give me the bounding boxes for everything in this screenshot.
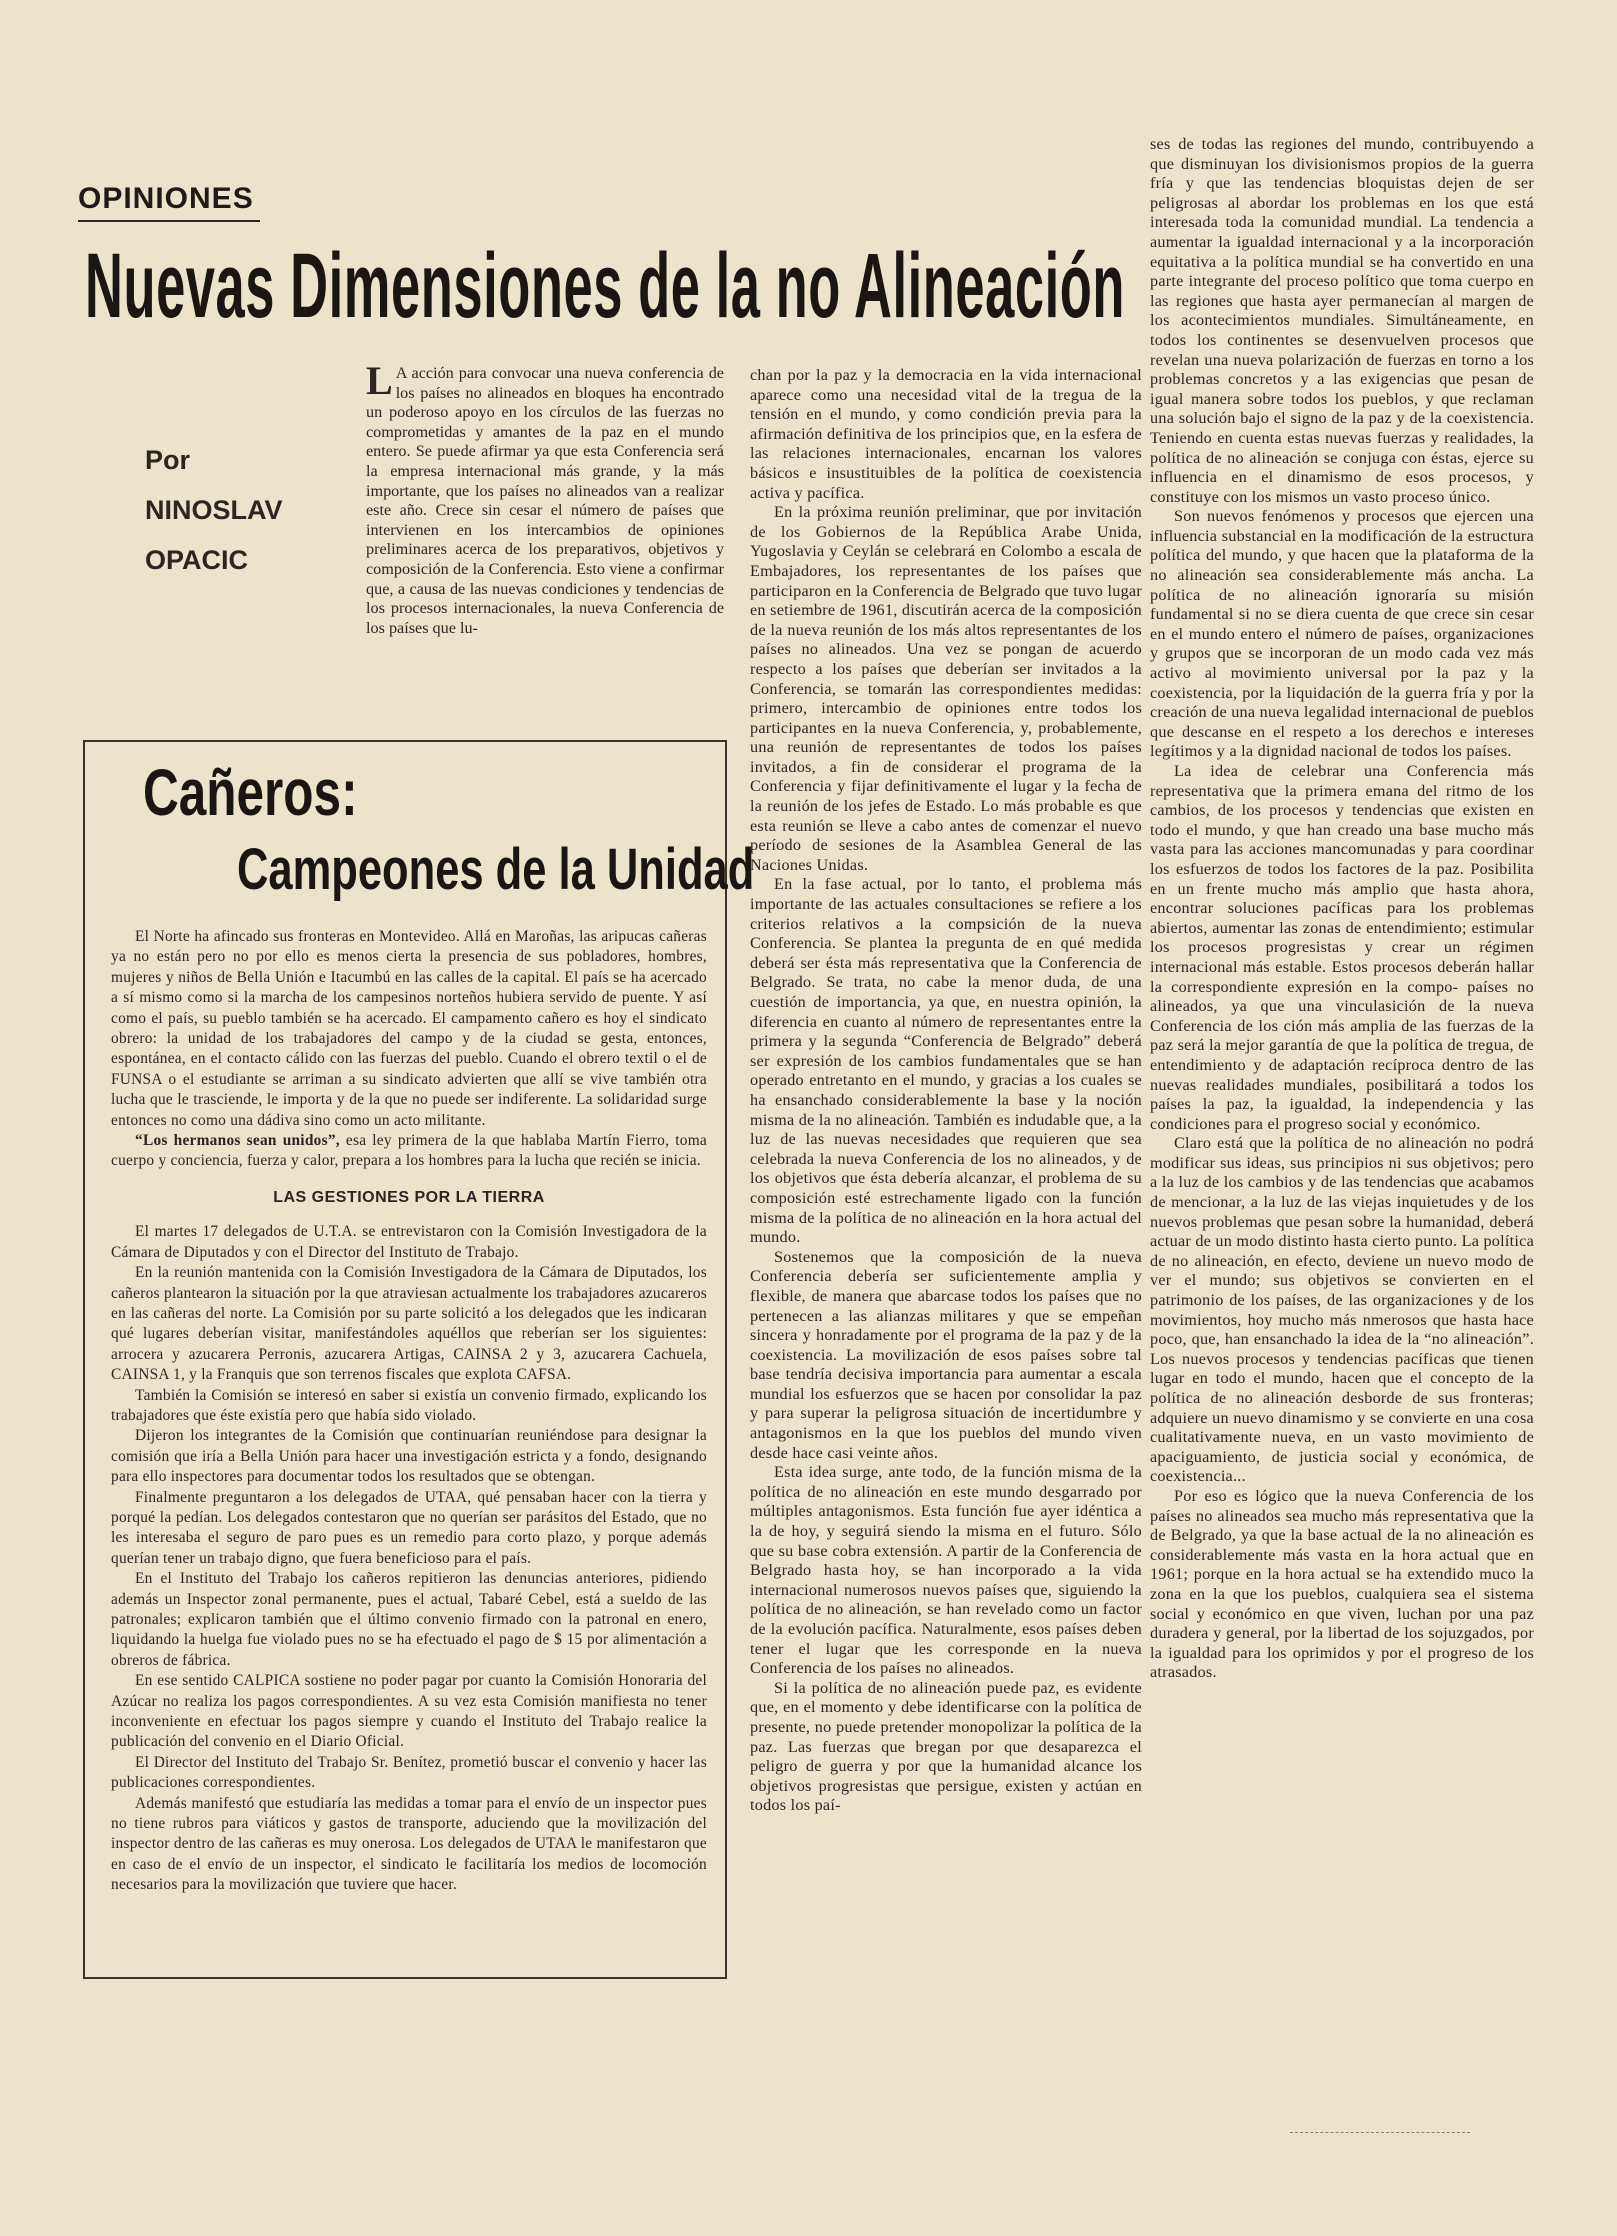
paragraph: En ese sentido CALPICA sostiene no poder pagar por cuanto la Comisión Honoraria del Azúcar no realiza los pagos correspondientes. A su vez esta Comisión manifiesta no tener inconveniente en efectuar los pagos siempre y cuando el Instituto del Trabajo realice la publicación del convenio en el Diario Oficial. — [111, 1672, 707, 1751]
box-subheading: LAS GESTIONES POR LA TIERRA — [273, 1188, 545, 1206]
paragraph: El martes 17 delegados de U.T.A. se entrevistaron con la Comisión Investigadora de la Cámara de Diputados y con el Director del Instituto de Trabajo. — [111, 1223, 707, 1261]
sidebar-article-box — [83, 740, 755, 1979]
article-column-right — [1150, 135, 1534, 2150]
drop-cap: L — [366, 358, 393, 403]
paragraph-text: esa ley primera de la que hablaba Martín Fierro, toma cuerpo y conciencia, fuerza y calor, prepara a los hombres para la lucha que recién se inicia. — [111, 1132, 707, 1170]
paragraph: En la próxima reunión preliminar, que por invitación de los Gobiernos de la República Arabe Unida, Yugoslavia y Ceylán se celebrará en Colombo a escala de Embajadores, los representantes de los países que participaron en la Conferencia de Belgrado que tuvo lugar en setiembre de 1961, discutirán acerca de la composición de la nueva reunión de los más altos representantes de los países no alineados. Una vez se pongan de acuerdo respecto a los países que deberían ser invitados a la Conferencia, se tomarán las correspondientes medidas: primero, intercambio de opiniones entre todos los participantes en la nueva Conferencia, y, probablemente, una reunión de representantes de todos los países invitados, a fin de considerar el programa de la Conferencia y fijar definitivamente el lugar y la fecha de la reunión de los jefes de Estado. Lo más probable es que esta reunión se lleve a cabo antes de comenzar el nuevo período de sesiones de la Asamblea General de las Naciones Unidas. — [750, 503, 1142, 874]
paragraph: Además manifestó que estudiaría las medidas a tomar para el envío de un inspector pues no tiene rubros para viáticos y gastos de transporte, aduciendo que la movilización del inspector dentro de las cañeras es muy onerosa. Los delegados de UTAA le manifestaron que en caso de el envío de un inspector, el sindicato le facilitaría los medios de locomoción necesarios para la movilización que tuviere que hacer. — [111, 1794, 707, 1894]
byline — [145, 435, 283, 585]
paragraph: Por eso es lógico que la nueva Conferencia de los países no alineados sea mucho más representativa que la de Belgrado, ya que la base actual de la no alineación es considerablemente más vasta en la hora actual que en 1961; porque en la hora actual se ha extendido muco la zona en la que los pueblos, cualquiera sea el sistema social y económico en que viven, luchan por una paz duradera y general, por la libertad de los sojuzgados, por la igualdad para los oprimidos y por el progreso de los atrasados. — [1150, 1486, 1534, 1682]
paragraph — [111, 1131, 707, 1172]
box-body — [111, 927, 707, 1967]
paragraph: El Director del Instituto del Trabajo Sr. Benítez, prometió buscar el convenio y hacer las publicaciones correspondientes. — [111, 1753, 707, 1792]
author-last-name: OPACIC — [145, 545, 249, 575]
paragraph: chan por la paz y la democracia en la vida internacional aparece como una necesidad vital de la tregua de la tensión en el mundo, y como condición previa para la afirmación definitiva de los principios que, en la esfera de las relaciones internacionales, encarnan los valores básicos e insustituibles de la política de coexistencia activa y pacífica. — [750, 366, 1142, 502]
paragraph: ses de todas las regiones del mundo, contribuyendo a que disminuyan los divisionismos propios de la guerra fría y que las tendencias bloquistas dejen de ser peligrosas al abordar los problemas en los que está interesada toda la comunidad mundial. La tendencia a aumentar la igualdad internacional y a la incorporación equitativa a la política mundial se ha convertido en una parte integrante del proceso político que toma cuerpo en las regiones que hasta ayer permanecían al margen de los acontecimientos mundiales. Simultáneamente, en todos los continentes se desenvuelven procesos que revelan una nueva polarización de fuerzas en torno a los problemas concretos y a las exigencias que pesan de igual manera sobre todos los pueblos, y que reclaman una solución bajo el signo de la paz y de la coexistencia. Teniendo en cuenta estas nuevas fuerzas y realidades, la política de no alineación se conjuga con éstas, ejerce su influencia en el dinamismo de esos procesos, y constituye con los mismos un vasto proceso único. — [1150, 135, 1534, 506]
paragraph: Son nuevos fenómenos y procesos que ejercen una influencia substancial en la modificación de la estructura política del mundo, y que hacen que la plataforma de la no alineación sea considerablemente más ancha. La política de no alineación ignoraría su misión fundamental si no se diera cuenta de que crece sin cesar en el mundo entero el número de países, organizaciones y grupos que se incorporan de un modo cada vez más activo al movimiento universal por la paz y la coexistencia, por la liquidación de la guerra fría y por la creación de una nueva legalidad internacional de pueblos que descanse en el respeto a los derechos e intereses legítimos y a la dignidad nacional de todos los países. — [1150, 507, 1534, 761]
section-divider — [78, 220, 260, 222]
author-first-name: NINOSLAV — [145, 495, 283, 525]
end-rule — [1290, 2132, 1470, 2133]
paragraph: Dijeron los integrantes de la Comisión que continuarían reuniéndose para designar la comisión que iría a Bella Unión para hacer una investigación estricta y a fondo, designando para ello inspectores para documentar todos los resultados que se obtengan. — [111, 1427, 707, 1486]
paragraph: La idea de celebrar una Conferencia más representativa que la primera emana del ritmo de los cambios, de los procesos y tendencias que existen en todo el mundo, y que han creado una base mucho más vasta para las acciones mancomunadas y para coordinar los esfuerzos de todos los factores de la paz. Posibilita en un frente mucho más amplio que hasta ahora, encontrar soluciones pacíficas para los problemas abiertos, aumentar las zonas de entendimiento; estimular los procesos progresistas y crear un régimen internacional más estable. Estos procesos deberán hallar la correspondiente expresión en la compo- países no alineados, ya que una vinculasición de la nueva Conferencia de los ción más amplia de las fuerzas de la paz será la mejor garantía de que la política de tregua, de entendimiento y de adaptación recíproca dentro de las nuevas realidades mundiales, posibilitará a todos los países la paz, la igualdad, la independencia y las condiciones para el progreso social y económico. — [1150, 762, 1534, 1133]
quote: “Los hermanos sean unidos”, — [135, 1132, 340, 1150]
paragraph: Sostenemos que la composición de la nueva Conferencia debería ser suficientemente amplia y flexible, de manera que abarcase todos los países que no pertenecen a las alianzas militares y que se empeñan sincera y honradamente por el programa de la paz y de la coexistencia. La movilización de esos países sobre tal base tendría decisiva importancia para aumentar a escala mundial los esfuerzos que se hacen por consolidar la paz y para superar la peligrosa situación de incertidumbre y antagonismos en la que los pueblos del mundo viven desde hace casi veinte años. — [750, 1247, 1142, 1462]
paragraph: El Norte ha afincado sus fronteras en Montevideo. Allá en Maroñas, las aripucas cañeras ya no están pero no por ello es menos cierta la presencia de sus pobladores, hombres, mujeres y niños de Bella Unión e Itacumbú en las calles de la capital. El país se ha acercado a sí mismo como si la marcha de los campesinos norteños hubiera servido de puente. Y así como el país, su pueblo también se ha acercado. El campamento cañero es hoy el sindicato obrero: la unidad de los trabajadores del campo y de la ciudad se gesta, entonces, espontánea, en el contacto cálido con las fuerzas del pueblo. Cuando el obrero textil o el de FUNSA o el estudiante se arriman a su sindicato advierten que allí se vive también otra lucha que le trasciende, le importa y de la que no puede ser indiferente. La solidaridad surge entonces no como una dádiva sino como un acto militante. — [111, 928, 707, 1129]
paragraph: En la fase actual, por lo tanto, el problema más importante de las actuales consultaciones se refiere a los criterios relativos a la compsición de la nueva Conferencia. Se plantea la pregunta de en qué medida deberá ser ésta más representativa que la Conferencia de Belgrado. Se trata, no cabe la menor duda, de una cuestión de importancia, ya que, en nuestra opinión, la diferencia en cuanto al número de representantes entre la primera y la segunda “Conferencia de Belgrado” deberá ser expresión de los cambios fundamentales que se han operado entretanto en el mundo, y gracias a los cuales se ha ensanchado considerablemente la base y la noción misma de la no alineación. También es indudable que, a la luz de las nuevas necesidades que requieren que sea celebrada la nueva Conferencia de los no alineados, y de los objetivos que ésta debería alcanzar, el problema de su composición esté estrechamente ligado con la función misma de la política de no alineación en la hora actual del mundo. — [750, 875, 1142, 1247]
byline-prefix: Por — [145, 445, 191, 475]
paragraph: Claro está que la política de no alineación no podrá modificar sus ideas, sus principios ni sus objetivos; pero a la luz de los cambios y de las tendencias que acabamos de mencionar, a la luz de las viejas inquietudes y de los nuevos problemas que pesan sobre la humanidad, deberá actuar de un modo distinto hasta cierto punto. La política de no alineación, en efecto, deviene un nuevo modo de ver el mundo; sus objetivos se convierten en el patrimonio de los países, de las organizaciones y de los movimientos, hoy mucho más nmerosos que hasta hace poco, que, han ensanchado la idea de la “no alineación”. Los nuevos procesos y tendencias pacíficas que tienen lugar en todo el mundo, hacen que el concepto de la política de no alineación desborde de sus fronteras; adquiere un nuevo dinamismo y se convierte en una cosa cualitativamente nueva, en un vasto movimiento de apaciguamiento, de justicia social y económica, de coexistencia... — [1150, 1134, 1534, 1486]
box-subtitle: Campeones de la Unidad — [237, 837, 755, 902]
article-intro — [366, 358, 724, 638]
box-title: Cañeros: — [143, 755, 358, 829]
paragraph: También la Comisión se interesó en saber si existía un convenio firmado, explicando los trabajadores que éste existía pero que había sido violado. — [111, 1386, 707, 1424]
article-headline: Nuevas Dimensiones de la no Alineación — [85, 235, 1126, 337]
section-label: OPINIONES — [78, 182, 254, 215]
paragraph: Si la política de no alineación puede paz, es evidente que, en el momento y debe identificarse con la política de presente, no puede pretender monopolizar la política de la paz. Las fuerzas que bregan por que desaparezca el peligro de guerra y por que la humanidad alcance los objetivos progresistas que persigue, existen y actúan en todos los paí- — [750, 1678, 1142, 1815]
paragraph: Esta idea surge, ante todo, de la función misma de la política de no alineación en este mundo desgarrado por múltiples antagonismos. Esta función fue ayer idéntica a la de hoy, y seguirá siendo la misma en el futuro. Sólo que su base cobra extensión. A partir de la Conferencia de Belgrado hasta hoy, se han incorporado a la vida internacional numerosos nuevos países que, siguiendo la política de no alineación, se han revelado como un factor de la evolución pacífica. Naturalmente, esos países deben tener el lugar que les corresponde en la nueva Conferencia de los países no alineados. — [750, 1463, 1142, 1678]
paragraph: En el Instituto del Trabajo los cañeros repitieron las denuncias anteriores, pidiendo además un Inspector zonal permanente, pues el actual, Tabaré Cebel, está a sueldo de las patronales; explicaron también que el último convenio firmado con la patronal en enero, liquidando la huelga fue violado pues no se ha efectuado el pago de $ 15 por alimentación a obreros de fábrica. — [111, 1570, 707, 1669]
paragraph: Finalmente preguntaron a los delegados de UTAA, qué pensaban hacer con la tierra y porqué la pedían. Los delegados contestaron que no querían ser parásitos del Estado, que no les interesaba el seguro de paro pues es un remedio para corto plazo, y porque además querían tener un trabajo digno, que fuera beneficioso para el país. — [111, 1488, 707, 1567]
article-column-middle — [750, 366, 1142, 2151]
paragraph: En la reunión mantenida con la Comisión Investigadora de la Cámara de Diputados, los cañeros plantearon la situación por la que atraviesan actualmente los trabajadores azucareros en las cañeras del norte. La Comisión por su parte solicitó a los delegados que les indicaran qué lugares deberían visitar, manifestándoles aquéllos que reberían ser los siguientes: arrocera y azucarera Perronis, azucarera Artigas, CAINSA 2 y 3, azucarera Cachuela, CAINSA 1, y la Franquis que son terrenos fiscales que explota CAFSA. — [111, 1264, 707, 1384]
intro-text: A acción para convocar una nueva conferencia de los países no alineados en bloques ha encontrado un poderoso apoyo en los círculos de las fuerzas no comprometidas y amantes de la paz en el mundo entero. Se puede afirmar ya que esta Conferencia será la empresa internacional más grande, y la más importante, que los países no alineados van a realizar este año. Crece sin cesar el número de países que intervienen en los intercambios de opiniones preliminares acerca de los preparativos, objetivos y composición de la Conferencia. Esto viene a confirmar que, a causa de las nuevas condiciones y tendencias de los procesos internacionales, la nueva Conferencia de los países que lu- — [366, 364, 724, 637]
